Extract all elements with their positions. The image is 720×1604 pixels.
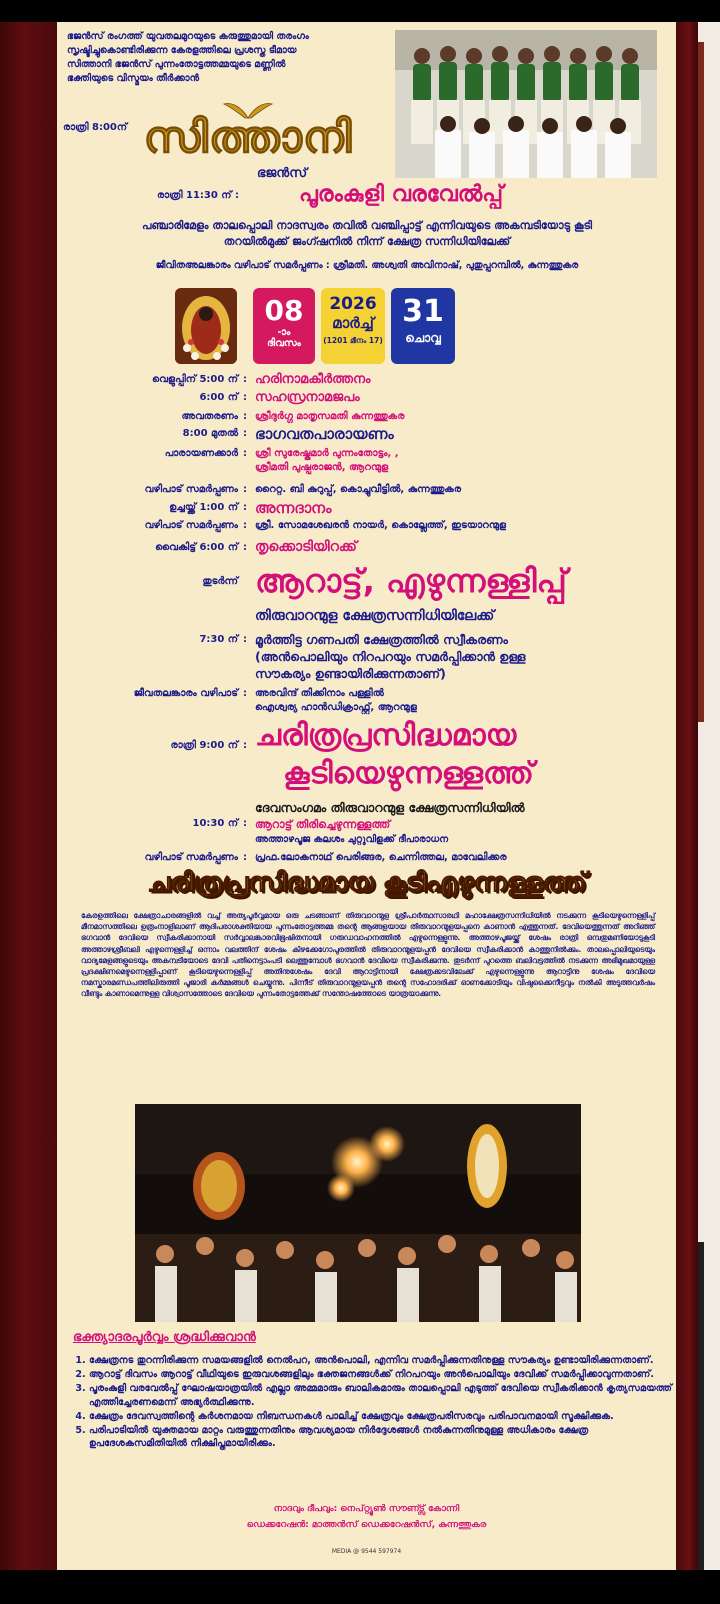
pooram-desc-line: തറയിൽമുക്ക് ജംഗ്ഷനിൽ നിന്ന് ക്ഷേത്ര സന്നിധിയിലേക്ക് (223, 235, 511, 248)
separator: : (243, 392, 247, 403)
schedule-event-line2: ഐശ്വര്യ ഹാൻഡിക്രാഫ്റ്റ്, ആറന്മുള (255, 702, 417, 713)
day-suffix: -ാം (277, 327, 291, 338)
deity-image (175, 288, 237, 364)
schedule-event: മൂർത്തിട്ട ഗണപതി ക്ഷേത്രത്തിൽ സ്വീകരണം (255, 632, 508, 647)
schedule-time: അവതരണം (181, 411, 238, 422)
pooram-sponsor: ജീവിതഅലങ്കാരം വഴിപാട് സമർപ്പണം : ശ്രീമതി. അശ്വതി അവിനാഷ്, പുതുപ്പറമ്പിൽ, കുന്നത്തുകര (155, 260, 579, 271)
bhajan-team-photo (395, 30, 657, 178)
schedule-time: വൈകിട്ട് 6:00 ന് (155, 542, 238, 553)
note-item: 1. ക്ഷേത്രനട തുറന്നിരിക്കുന്ന സമയങ്ങളിൽ നെൽപറ, അൻപൊലി, എന്നിവ സമർപ്പിക്കുന്നതിനുള്ള സൗകര്യം ഉണ്ടായിരിക്കുന്നതാണ്. (89, 1354, 677, 1367)
note-item: 5. പരിപാടിയിൽ യുക്തമായ മാറ്റം വരുത്തുന്നതിനും ആവശ്യമായ നിർദ്ദേശങ്ങൾ നൽകുന്നതിനുമുള്ള അധികാരം ക്ഷേത്ര ഉപദേശകസമിതിയിൽ നിക്ഷിപ്തമായിരിക്കും. (89, 1424, 677, 1450)
date-box (391, 288, 455, 364)
sithani-logo (143, 98, 353, 168)
day-count-box (253, 288, 315, 364)
intro-line: സൃഷ്ടിച്ചുകൊണ്ടിരിക്കുന്ന കേരളത്തിലെ പ്രശസ്ത ടീമായ (67, 45, 297, 56)
schedule-event-line2: (അൻപൊലിയും നിറപറയും സമർപ്പിക്കാൻ ഉള്ള (255, 649, 526, 664)
schedule-event: റൈറ്റ. ബി കുറുപ്പ്, കൊച്ചുവീട്ടിൽ, കുന്നത്തുകര (255, 484, 462, 495)
pooram-time: രാത്രി 11:30 ന് : (157, 190, 239, 201)
schedule-time: 7:30 ന് (199, 634, 238, 645)
section-banner: ചരിത്രപ്രസിദ്ധമായ കൂടിഎഴുന്നള്ളത്ത് (147, 868, 587, 898)
separator: : (243, 740, 247, 751)
note-item: 2. ആറാട്ട് ദിവസം ആറാട്ട് വീഥിയുടെ ഇരുവശങ്ങളിലും ഭക്തജനങ്ങൾക്ക് നിറപറയും അൻപൊലിയും ദേവിക്ക് സമർപ്പിക്കാവുന്നതാണ്. (89, 1368, 677, 1381)
notes-list (73, 1354, 677, 1451)
story-paragraph: കേരളത്തിലെ ക്ഷേത്രാചാരങ്ങളിൽ വച്ച് അത്യപൂർവ്വമായ ഒരു ചടങ്ങാണ് തിരുവാറന്മുള ശ്രീപാർത്ഥസാരഥി മഹാക്ഷേത്രസന്നിധിയിൽ നടക്കുന്ന കൂടിയെഴുന്നെള്ളിപ്പ് മീനമാസത്തിലെ ഉത്രംനാളിലാണ് ആദിപരാശക്തിയായ പുന്നംതോട്ടത്തമ്മ തന്റെ ആങ്ങളയായ തിരുവാറന്മുളയപ്പനെ കാണാൻ എത്തുന്നത്. ദേവിയെത്തുന്നത് അറിഞ്ഞ് ഭഗവാൻ ദേവിയെ സ്വീകരിക്കാനായി സർവ്വാലങ്കാരവിഭൂഷിതനായി ഗരുഡവാഹനത്തിൽ എഴുന്നെള്ളുന്നു. അത്താഴപൂജയ്ക്ക് ശേഷം രാത്രി ഒമ്പതുമണിയോടുകൂടി അത്താഴശ്രീബലി എഴുന്നെള്ളിച്ച് ഒന്നാം വലത്തിന് ശേഷം കിഴക്കേഗോപുരത്തിൽ തിരുവാറന്മുളയപ്പൻ ദേവിയെ സ്വീകരിക്കാൻ കാത്തുനിൽക്കും. താലപ്പൊലിയുടെയും വാദ്യമേളങ്ങളുടെയും അകമ്പടിയോടെ ദേവി പതിനെട്ടാംപടി ലെത്തുമ്പോൾ ഭഗവാൻ ദേവിയെ സ്വീകരിക്കുന്നു. തുടർന്ന് പുറത്തെ ബലിവട്ടത്തിൽ നടക്കുന്ന അഭിമുഖമായുള്ള പ്രദക്ഷിണമെഴുന്നെള്ളിപ്പാണ് കൂടിയെഴുന്നെള്ളിപ്പ് അതിനുശേഷം ദേവി ആറാട്ടിനായി ക്ഷേത്രക്കടവിലേക്ക് എഴുന്നെള്ളുന്നു ആറാട്ടിനു ശേഷം ദേവിയെ നമസ്കാരമണ്ഡപത്തിലിരുത്തി പൂജാരി കർമ്മങ്ങൾ ചെയ്യുന്നു. പിന്നീട് തിരുവാറന്മുളയപ്പൻ തന്റെ സഹോദരിക്ക് ഓണക്കോടിയും വിഷുക്കൈനീട്ടവും നൽകി അടുത്തവർഷം വീണ്ടും കാണാമെന്നുള്ള വിശ്വാസത്തോടെ ദേവിയെ പുന്നംതോട്ടത്തേക്ക് സന്തോഷത്തോടെ യാത്രയാക്കുന്നു. (81, 911, 655, 999)
schedule-event: ശ്രീദുർഗ്ഗ മാതൃസമതി കുന്നത്തുകര (255, 411, 405, 422)
schedule-time: 10:30 ന് (192, 818, 238, 829)
separator: : (243, 428, 247, 439)
sound-credit: നാദവും ദീപവും: നെപ്റ്റ്യൂൺ സൗണ്ട്സ് കോന്നി (273, 1504, 460, 1514)
arattu-title: ആറാട്ട്, എഴുന്നള്ളിപ്പ് (255, 562, 567, 600)
pooram-title: പൂരംകുളി വരവേൽപ്പ് (299, 182, 504, 207)
date-number: 31 (402, 294, 444, 329)
separator: : (243, 688, 247, 699)
schedule-event: ഹരിനാമകീർത്തനം (255, 372, 371, 387)
notice-page (57, 22, 676, 1570)
schedule-event-line2: അത്താഴപൂജ കലശം ചുറ്റുവിളക്ക് ദീപാരാധന (255, 834, 449, 845)
koodiyezhunnallathu-title: ചരിത്രപ്രസിദ്ധമായ (255, 718, 517, 753)
media-credit: MEDIA @ 9544 597974 (331, 1548, 402, 1555)
schedule-event: അരവിന്ദ് തിക്കിനാം പള്ളിൽ (255, 688, 384, 699)
separator: : (243, 411, 247, 422)
subtitle: ഭജൻസ് (257, 166, 308, 181)
devasangamam-text: ദേവസംഗമം തിരുവാറന്മുള ക്ഷേത്രസന്നിധിയിൽ (255, 800, 525, 815)
weekday-text: ചൊവ്വ (405, 331, 441, 345)
schedule-time: 6:00 ന് (199, 392, 238, 403)
day-number: 08 (264, 294, 304, 327)
schedule-time: വെളുപ്പിന് 5:00 ന് (152, 374, 238, 385)
schedule-time: വഴിപാട് സമർപ്പണം (144, 520, 238, 531)
schedule-time: ഉച്ചയ്ക്ക് 1:00 ന് (169, 502, 238, 513)
schedule-time: 8:00 മുതൽ (182, 428, 238, 439)
separator: : (243, 634, 247, 645)
day-label: ദിവസം (267, 338, 301, 349)
separator: : (243, 520, 247, 531)
schedule-event: സഹസ്രനാമജപം (255, 390, 360, 405)
schedule-time: വഴിപാട് സമർപ്പണം (144, 484, 238, 495)
separator: : (243, 374, 247, 385)
schedule-event: തൃക്കൊടിയിറക്ക് (255, 539, 357, 555)
koodiyezhunnallathu-title-line2: കൂടിയെഴുന്നള്ളത്ത് (283, 756, 534, 791)
arattu-destination: തിരുവാറന്മുള ക്ഷേത്രസന്നിധിയിലേക്ക് (255, 608, 495, 624)
separator: : (243, 542, 247, 553)
intro-line: സിത്താനി ഭജൻസ് പുന്നംതോട്ടത്തമ്മയുടെ മണ്ണിൽ (67, 59, 286, 70)
schedule-event: ശ്രീ. സോമശേഖരൻ നായർ, കൊല്ലേത്ത്, ഇടയാറന്മുള (255, 520, 507, 531)
schedule-event: അന്നദാനം (255, 499, 332, 517)
schedule-time: വഴിപാട് സമർപ്പണം (144, 852, 238, 863)
note-item: 4. ക്ഷേത്രം ദേവസ്വത്തിന്റെ കർശനമായ നിബന്ധനകൾ പാലിച്ച് ക്ഷേത്രവും ക്ഷേത്രപരിസരവും പരിപാവനമായി സൂക്ഷിക്കുക. (89, 1410, 677, 1423)
schedule-event: ആറാട്ട് തിരിച്ചെഴുന്നള്ളത്ത് (255, 818, 391, 831)
nav-bar (0, 1570, 720, 1604)
left-border (0, 22, 57, 1570)
status-bar (0, 0, 720, 22)
intro-line: ഭക്തിയുടെ വിസ്മയം തീർക്കാൻ (67, 73, 200, 84)
malayalam-era-date: (1201 മീനം 17) (323, 336, 383, 345)
schedule-time: ജീവതലങ്കാരം വഴിപാട് (133, 688, 238, 699)
pooram-description (77, 218, 657, 250)
month-text: മാർച്ച് (332, 314, 374, 332)
pooram-desc-line: പഞ്ചാരിമേളം താലപ്പൊലി നാദസ്വരം തവിൽ വഞ്ചിപ്പാട്ട് എന്നിവയുടെ അകമ്പടിയോടു കൂടി (141, 219, 593, 232)
separator: : (243, 502, 247, 513)
schedule-time: രാത്രി 9:00 ന് (170, 740, 238, 751)
notes-title: ഭക്ത്യാദരപൂർവ്വം ശ്രദ്ധിക്കുവാൻ (73, 1330, 256, 1345)
year-text: 2026 (329, 294, 377, 314)
intro-time: രാത്രി 8:00ന് (63, 122, 128, 133)
procession-photo (135, 1104, 581, 1322)
schedule-event: ശ്രീ സുരേഷ്കുമാർ പുന്നംതോട്ടം, , (255, 448, 399, 459)
schedule-event: പ്രഫ.ലോകനാഥ് പെരിങ്ങര, ചെന്നിത്തല, മാവേലിക്കര (255, 852, 507, 863)
separator: : (243, 448, 247, 459)
intro-text (67, 30, 387, 86)
month-box (321, 288, 385, 364)
schedule-event: ഭാഗവതപാരായണം (255, 425, 394, 443)
schedule-event-line3: സൗകര്യം ഉണ്ടായിരിക്കുന്നതാണ്) (255, 666, 446, 681)
note-item: 3. പൂരംകുളി വരവേൽപ്പ് ഘോഷയാത്രയിൽ എല്ലാ അമ്മമാരും ബാലികമാരും താലപ്പൊലി എടുത്ത് ദേവിയെ സ്വീകരിക്കാൻ കൃത്യസമയത്ത് എത്തിച്ചേരണമെന്ന് അഭ്യർത്ഥിക്കുന്നു. (89, 1382, 677, 1408)
separator: : (243, 818, 247, 829)
decoration-credit: ഡെക്കറേഷൻ: മാത്തൻസ് ഡെക്കറേഷൻസ്, കുന്നത്തുകര (246, 1520, 487, 1530)
logo-wordmark: സിത്താനി (143, 112, 353, 163)
schedule-time: പാരായണക്കാർ (164, 448, 238, 459)
schedule-time: തുടർന്ന് (202, 576, 238, 587)
intro-line: ഭജൻസ് രംഗത്ത് യുവതലമുറയുടെ കരുത്തുമായി തരംഗം (67, 31, 309, 42)
schedule-event-line2: ശ്രീമതി പുഷ്പരാജൻ, ആറന്മുള (255, 462, 389, 473)
separator: : (243, 484, 247, 495)
separator: : (243, 852, 247, 863)
right-border (676, 22, 698, 1570)
next-image-peek (698, 22, 720, 1570)
